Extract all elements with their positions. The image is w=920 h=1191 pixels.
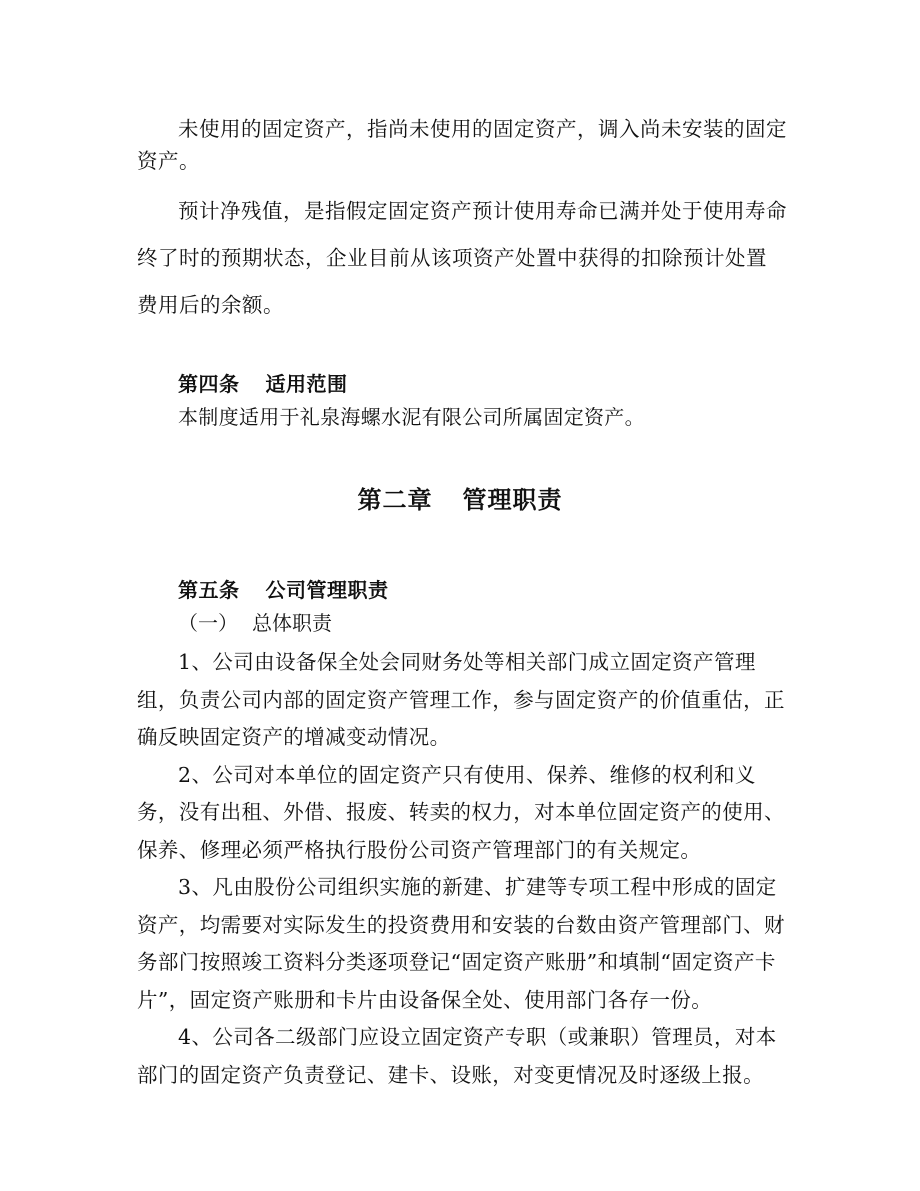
article-5-items — [137, 644, 787, 1094]
subsection-number: （一） — [178, 611, 238, 635]
chapter-2-title: 管理职责 — [462, 485, 563, 514]
list-item: 1、公司由设备保全处会同财务处等相关部门成立固定资产管理组，负责公司内部的固定资产管理工作，参与固定资产的价值重估，正确反映固定资产的增减变动情况。 — [137, 650, 785, 749]
paragraph-unused-assets: 未使用的固定资产，指尚未使用的固定资产，调入尚未安装的固定资产。 — [137, 117, 787, 173]
article-4-number: 第四条 — [178, 372, 240, 396]
article-5-title: 公司管理职责 — [265, 578, 389, 602]
article-5-subsection — [178, 609, 332, 637]
article-5-heading — [178, 576, 389, 604]
article-5-number: 第五条 — [178, 578, 240, 602]
list-item: 4、公司各二级部门应设立固定资产专职（或兼职）管理员，对本部门的固定资产负责登记、建卡、设账，对变更情况及时逐级上报。 — [137, 1025, 777, 1087]
article-4-text: 本制度适用于礼泉海螺水泥有限公司所属固定资产。 — [178, 405, 645, 429]
article-4-heading — [178, 370, 348, 398]
chapter-2-number: 第二章 — [357, 485, 433, 514]
paragraph-residual-value: 预计净残值，是指假定固定资产预计使用寿命已满并处于使用寿命终了时的预期状态，企业目前从该项资产处置中获得的扣除预计处置费用后的余额。 — [137, 199, 787, 317]
chapter-2-heading — [0, 483, 920, 517]
subsection-title: 总体职责 — [252, 611, 332, 635]
list-item: 3、凡由股份公司组织实施的新建、扩建等专项工程中形成的固定资产，均需要对实际发生的投资费用和安装的台数由资产管理部门、财务部门按照竣工资料分类逐项登记“固定资产账册”和填制“固定资产卡片”，固定资产账册和卡片由设备保全处、使用部门各存一份。 — [137, 875, 785, 1012]
list-item: 2、公司对本单位的固定资产只有使用、保养、维修的权利和义务，没有出租、外借、报废、转卖的权力，对本单位固定资产的使用、保养、修理必须严格执行股份公司资产管理部门的有关规定。 — [137, 762, 785, 862]
article-4-title: 适用范围 — [265, 372, 348, 396]
